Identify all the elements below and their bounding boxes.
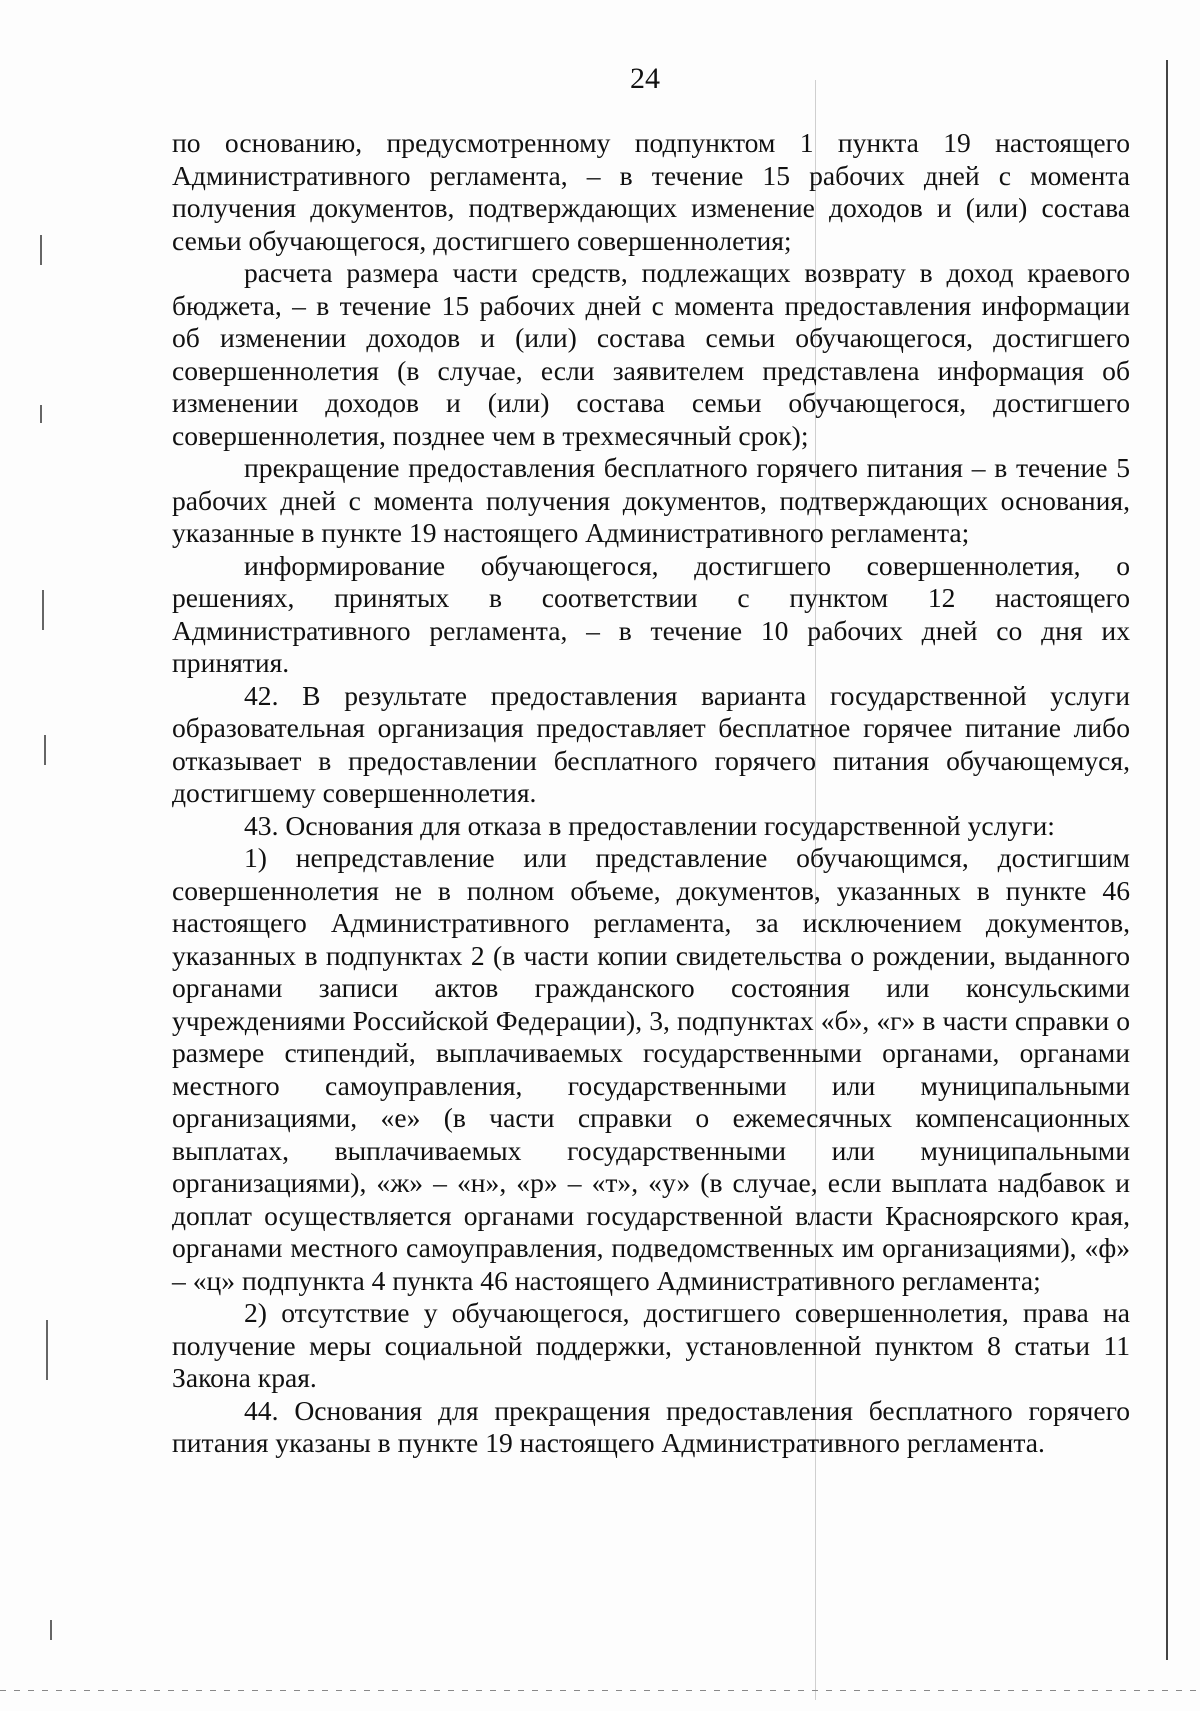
paragraph: информирование обучающегося, достигшего совершеннолетия, о решениях, принятых в соответствии с пунктом 12 настоящего Административного регламента, – в течение 10 рабочих дней со дня их принятия.	[172, 549, 1130, 678]
page-number: 24	[630, 62, 660, 95]
list-item: 1) непредставление или представление обучающимся, достигшим совершеннолетия не в полном объеме, документов, указанных в пункте 46 настоящего Административного регламента, за исключением документов, указанных в подпунктах 2 (в части копии свидетельства о рождении, выданного органами записи актов гражданского состояния или консульскими учреждениями Российской Федерации), 3, подпунктах «б», «г» в части справки о размере стипендий, выплачиваемых государственными органами, органами местного самоуправления, государственными или муниципальными организациями, «е» (в части справки о ежемесячных компенсационных выплатах, выплачиваемых государственными или муниципальными организациями), «ж» – «н», «р» – «т», «у» (в случае, если выплата надбавок и доплат осуществляется органами государственной власти Красноярского края, органами местного самоуправления, подведомственных им организациями), «ф» – «ц» подпункта 4 пункта 46 настоящего Административного регламента;	[172, 842, 1130, 1296]
scan-margin-mark	[44, 735, 46, 765]
paragraph: расчета размера части средств, подлежащих возврату в доход краевого бюджета, – в течение 15 рабочих дней с момента предоставления информации об изменении доходов и (или) состава семьи обучающегося, достигшего совершеннолетия (в случае, если заявителем представлена информация об изменении доходов и (или) состава семьи обучающегося, достигшего совершеннолетия, позднее чем в трехмесячный срок);	[172, 257, 1130, 451]
scan-border-line	[1166, 60, 1168, 1660]
paragraph-item-43: 43. Основания для отказа в предоставлении государственной услуги:	[244, 809, 1055, 841]
scan-margin-mark	[40, 405, 42, 423]
paragraph: по основанию, предусмотренному подпунктом 1 пункта 19 настоящего Административного регламента, – в течение 15 рабочих дней с момента получения документов, подтверждающих изменение доходов и (или) состава семьи обучающегося, достигшего совершеннолетия;	[172, 127, 1130, 256]
paragraph-item-44: 44. Основания для прекращения предоставления бесплатного горячего питания указаны в пункте 19 настоящего Административного регламента.	[172, 1394, 1130, 1458]
document-body	[172, 127, 1130, 1460]
scan-margin-mark	[42, 590, 44, 630]
paragraph-item-42: 42. В результате предоставления варианта государственной услуги образовательная организация предоставляет бесплатное горячее питание либо отказывает в предоставлении бесплатного горячего питания обучающемуся, достигшему совершеннолетия.	[172, 679, 1130, 808]
scan-margin-mark	[46, 1320, 48, 1380]
scan-margin-mark	[40, 235, 42, 265]
list-item: 2) отсутствие у обучающегося, достигшего совершеннолетия, права на получение меры социальной поддержки, установленной пунктом 8 статьи 11 Закона края.	[172, 1297, 1130, 1393]
scan-bottom-edge	[0, 1690, 1200, 1691]
scan-margin-mark	[50, 1620, 52, 1640]
paragraph: прекращение предоставления бесплатного горячего питания – в течение 5 рабочих дней с момента получения документов, подтверждающих основания, указанные в пункте 19 настоящего Административного регламента;	[172, 452, 1130, 548]
